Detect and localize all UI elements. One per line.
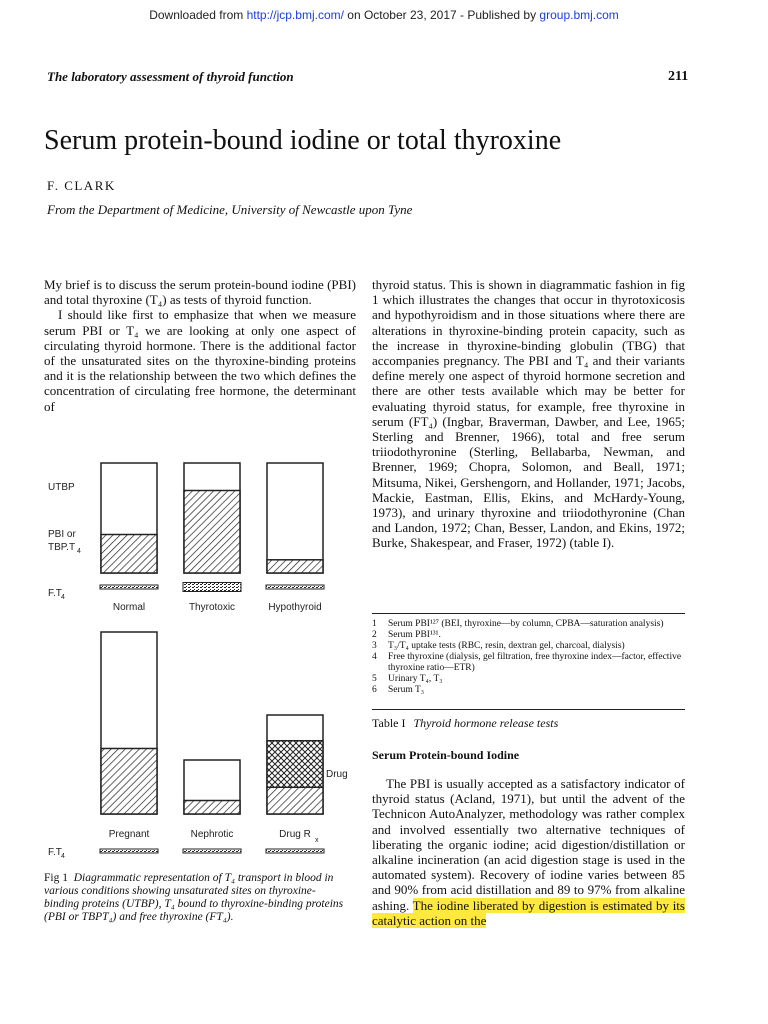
bar-bound-fill xyxy=(101,748,157,814)
table-row: 2 Serum PBI¹³¹. xyxy=(372,630,441,640)
download-notice xyxy=(0,8,768,22)
column-right-text xyxy=(372,277,685,551)
svg-text:4: 4 xyxy=(61,594,65,601)
label-tbp-t4 xyxy=(48,542,81,555)
bar-bound-fill xyxy=(184,491,240,574)
figure-caption-text: Diagrammatic representation of T₄ transport in blood in various conditions showing unsaturated sites on thyroxine-binding proteins (UTBP), T₄ bound to thyroxine-binding proteins (PBI or TBPT₄) and free thyroxine (FT₄). xyxy=(44,872,344,923)
page-number: 211 xyxy=(668,69,689,84)
bar-drug xyxy=(266,715,324,853)
paragraph: The PBI is usually accepted as a satisfactory indicator of thyroid status (Acland, 1971), but until the advent of the Technicon AutoAnalyzer, methodology was rather complex and involved essentially two alternative techniques of liberating the organic iodine; acid digestion/distillation or alkaline incineration (an acid digestion stage is used in the automated system). Recovery of iodine varies between 85 and 90% from acid distillation and 89 to 97% from alkaline ashing. xyxy=(372,776,685,913)
table-row: 4 Free thyroxine (dialysis, gel filtration, free thyroxine index—factor, effective thyroxine ratio—ETR) xyxy=(372,652,682,673)
bar-label: Pregnant xyxy=(108,829,150,840)
bar-free-t4 xyxy=(100,585,158,589)
svg-text:4: 4 xyxy=(61,853,65,860)
figure-caption-label: Fig 1 xyxy=(44,872,68,884)
bar-label-sub: x xyxy=(315,837,319,844)
table-row: 5 Urinary T₄, T₃ xyxy=(372,674,443,684)
bar-label: Normal xyxy=(112,602,146,613)
download-prefix: Downloaded from xyxy=(149,8,247,22)
table-caption-label: Table I xyxy=(372,716,406,730)
bar-free-t4 xyxy=(183,849,241,853)
label-pbi-or: PBI or xyxy=(48,529,76,540)
article-title: Serum protein-bound iodine or total thyroxine xyxy=(44,125,562,156)
bar-label: Drug R xyxy=(279,829,311,840)
bar-free-t4 xyxy=(266,585,324,589)
figure-caption xyxy=(44,872,344,924)
paragraph: My brief is to discuss the serum protein-bound iodine (PBI) and total thyroxine (T₄) as tests of thyroid function. xyxy=(44,277,356,308)
bar-label: Thyrotoxic xyxy=(188,602,236,613)
bar-bound-fill xyxy=(184,801,240,815)
bar-normal xyxy=(100,463,158,613)
bar-label: Hypothyroid xyxy=(268,602,322,613)
svg-text:F.T: F.T xyxy=(48,588,62,599)
bar-free-t4 xyxy=(266,849,324,853)
bar-thyrotoxic xyxy=(183,463,241,613)
journal-url-link[interactable]: http://jcp.bmj.com/ xyxy=(246,8,344,22)
bar-outline xyxy=(267,463,323,573)
paragraph: I should like first to emphasize that when we measure serum PBI or T₄ we are looking at only one aspect of circulating thyroid hormone. There is the additional factor of the unsaturated sites on the thyroxine-binding proteins and it is the relationship between the two which defines the concentration of circulating free hormone, the determinant of xyxy=(44,307,356,414)
affiliation: From the Department of Medicine, University of Newcastle upon Tyne xyxy=(47,202,413,217)
column-left-text xyxy=(44,277,356,414)
bar-free-t4 xyxy=(183,583,241,592)
bar-drug-fill xyxy=(267,741,323,788)
bar-hypothyroid xyxy=(266,463,324,613)
bar-pregnant xyxy=(100,632,158,853)
download-middle: on October 23, 2017 - Published by xyxy=(343,8,540,22)
figure-bars xyxy=(100,463,324,853)
highlighted-text: The iodine liberated by digestion is estimated by its catalytic action on the xyxy=(372,897,685,928)
bar-bound-fill xyxy=(267,560,323,573)
svg-text:TBP.T: TBP.T xyxy=(48,542,76,553)
column-right-section-text xyxy=(372,776,685,928)
svg-text:4: 4 xyxy=(77,548,81,555)
paragraph: thyroid status. This is shown in diagrammatic fashion in fig 1 which illustrates the changes that occur in thyrotoxicosis and hypothyroidism and in those situations where there are alterations in thyroxine-binding protein capacity, such as the increase in thyroxine-binding globulin (TBG) that accompanies pregnancy. The PBI and T₄ and their variants define merely one aspect of thyroid hormone secretion and there are other tests available which may be better for evaluating thyroid status, for example, free thyroxine in serum (FT₄) (Ingbar, Braverman, Dawber, and Lee, 1965; Sterling and Brenner, 1966), total and free serum triiodothyronine (Sterling, Bellabarba, Newman, and Brenner, 1969; Chopra, Solomon, and Beall, 1971; Mitsuma, Nikei, Gershengorn, and Hollander, 1971; Jacobs, Mackie, Eastman, Ellis, Ekins, and McHardy-Young, 1973), and urinary thyroxine and triiodothyronine (Chan and Landon, 1972; Chan, Besser, Landon, and Ekins, 1972; Burke, Shakespear, and Fraser, 1972) (table I). xyxy=(372,277,685,551)
bar-nephrotic xyxy=(183,760,241,853)
label-ft4-top xyxy=(48,588,65,601)
table-bottom-rule xyxy=(372,709,685,710)
table-caption xyxy=(372,716,558,731)
bar-bound-fill xyxy=(101,535,157,574)
running-head: The laboratory assessment of thyroid function xyxy=(47,69,294,84)
table-row: 1 Serum PBI¹²⁷ (BEI, thyroxine—by column, CPBA—saturation analysis) xyxy=(372,619,664,629)
publisher-link[interactable]: group.bmj.com xyxy=(539,8,619,22)
bar-bound-fill xyxy=(267,787,323,814)
author: F. CLARK xyxy=(47,178,116,193)
table-row: 3 T₃/T₄ uptake tests (RBC, resin, dextran gel, charcoal, dialysis) xyxy=(372,641,625,651)
table-row: 6 Serum T₃ xyxy=(372,685,425,695)
table-1-list xyxy=(372,619,685,696)
figure-1-diagram xyxy=(44,455,354,865)
label-utbp: UTBP xyxy=(48,482,75,493)
bar-free-t4 xyxy=(100,849,158,853)
label-drug: Drug xyxy=(326,769,348,780)
svg-text:F.T: F.T xyxy=(48,847,62,858)
section-heading: Serum Protein-bound Iodine xyxy=(372,748,520,762)
table-top-rule xyxy=(372,613,685,614)
table-caption-title: Thyroid hormone release tests xyxy=(413,716,559,730)
bar-label: Nephrotic xyxy=(190,829,234,840)
label-ft4-bottom xyxy=(48,847,65,860)
